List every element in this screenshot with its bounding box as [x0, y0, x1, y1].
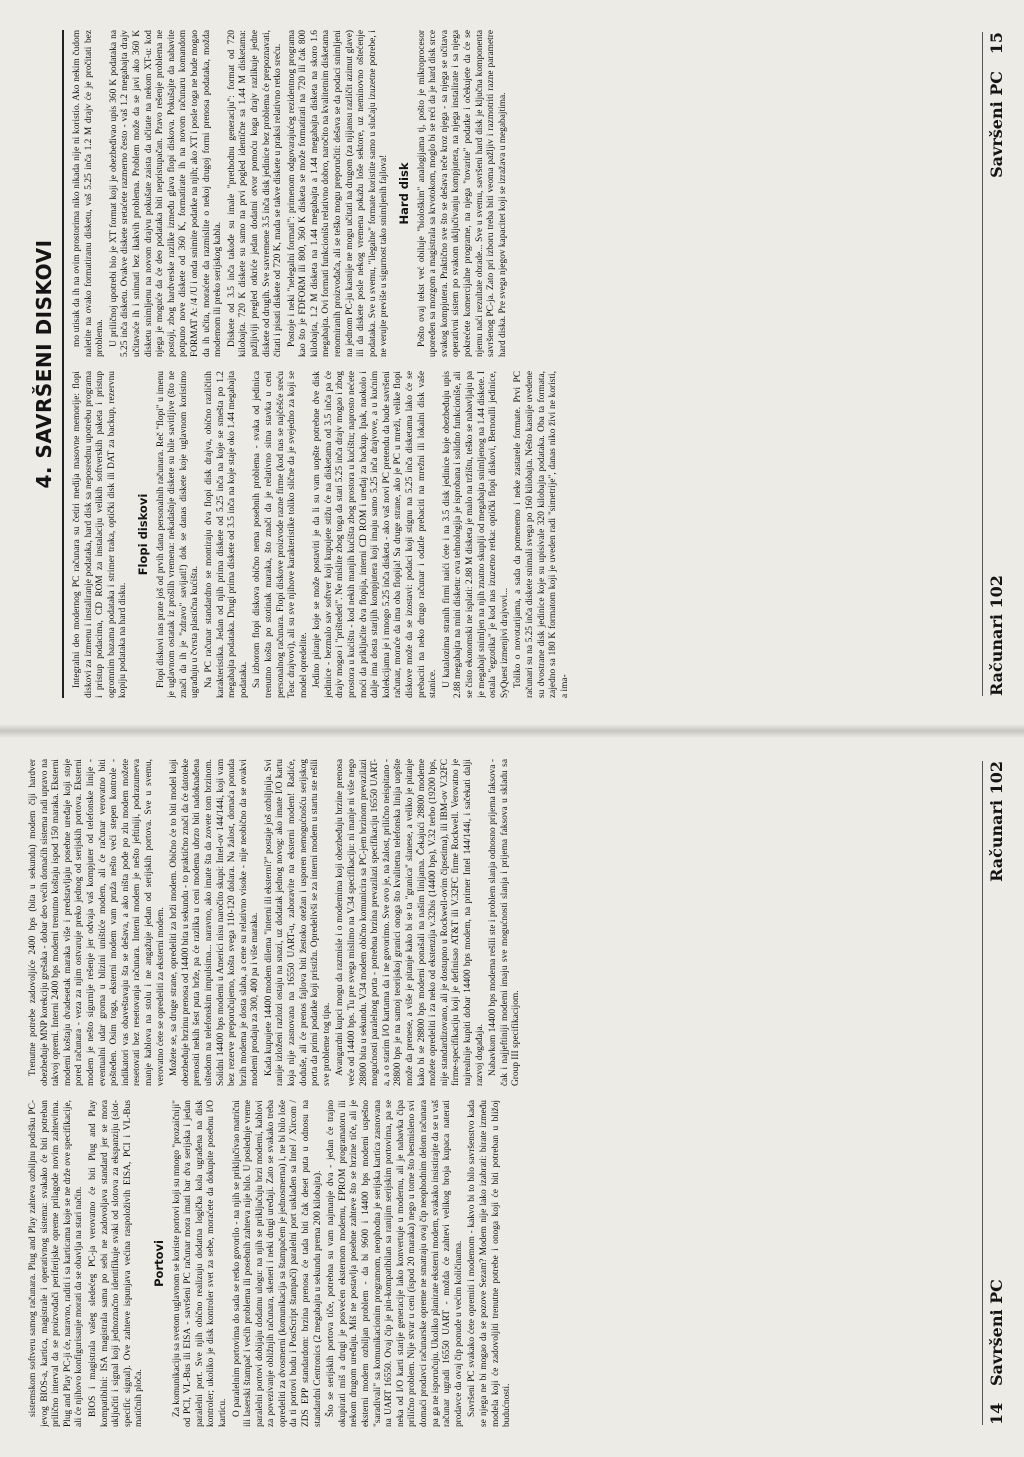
running-title: Savršeni PC: [987, 1279, 1006, 1387]
right-column-2: [72, 30, 972, 357]
paragraph: Trenutne potrebe zadovoljiće 2400 bps (bita u sekundu) modem čiji hardver obezbeđuje MNP korekciju grešaka - dobar deo većih domaćih sistema radi upravo na takvoj opremi. Interni 2400 bps modemi trenutno koštaju ispod 150 maraka. Eksterni modemi koštaju dvadesetak maraka više i predstavljaju posebne uređaje koji stoje pored računara - veza za njim ostvaruje preko jednog od serijskih portova. Eksterni modem je nešto sigurnije rešenje jer odvaja vaš kompjuter od telefonske linije - eventualni udar groma u blizini uništiće modem, ali će računar verovatno biti pošteđen. Osim toga, eksterni modem vam pruža nešto veći stepen kontrole - indikatori vas obaveštavaju šta se dešava, a ako ništa pođe po zlu modem možete resetovati bez resetovanja računara. Interni modem je nešto jeftiniji, podrazumeva manje kablova na stolu i ne angažuje jedan od serijskih portova. Sve u svemu, verovatno ćete se opredeliti za eksterni modem.: [28, 759, 166, 1086]
paragraph: mo utisak da ih na ovim prostorima niko nikada nije ni koristio. Ako nekim čudom naletite na ovako formatiranu disketu, vaš 5.25 inča 1.2 M drajv će je pročitati bez problema.: [72, 30, 106, 357]
paragraph: Nabavkom 14400 bps modema rešili ste i problem slanja odnosno prijema faksova - čak i najjeftiniji modemi imaju sve mogućnosti slanja i prijema faksova u skladu sa Group III specifikacijom.: [488, 759, 522, 1086]
paragraph: Sa izborom flopi diskova obično nema posebnih problema - svaka od jedinica trenutno košta po stotinak maraka, što znači da je relativno sitna stavka u ceni personalnog računara. Flopi diskove proizvode razne firme (kod nas se najčešće sreću Teac drajvovi), ali su sve njihove karakteristike toliko slične da je svejedno za koji se model opredelite.: [252, 371, 309, 698]
chapter-title: 4. SAVRŠENI DISKOVI: [26, 30, 64, 698]
paragraph: Avangardni kupci mogu da razmisle i o modemima koji obezbeđuju brzine prenosa veće od 14400 bps. Tu pre svega mislimo na V.34 specifikaciju: ni manje ni više nego 28800 bita u sekundu. V.34 modem obično komunicira sa PC-jem brzinom prevazilazi mogućnosti paralelnog porta - potrebna brzina prevazilazi specifikaciju 16550 UART-a, a o starim I/O kartama da i ne govorimo. Sve ovo je, na žalost, prilično neispitano - 28800 bps je na samoj teorijskoj granici onoga što kvalitetna telefonska linija uopšte može da prenese, a više je pitanje kako bi se ta "granica" slanese, a veliko je pitanje kako bi se 28800 bps modemi ponašali na našim linijama. Čekajući 28800 modeme možete opredeliti i za neko od ekstenzija v.32bis (14400 bps), V.32 terbo (19200 bps, nije standardizovano, ali je dostupno u Rockwell-ovim čipsetima), ili IBM-ov V.32FC firme-specifikaciju koji je definisao AT&T ili V.32FC firme Rockwell. Verovatno je najrealnije kupiti dobar 14400 bps modem, na primer Intel 144/144i, i sačekati dalji razvoj događaja.: [335, 759, 485, 1086]
paragraph: O paralelnim portovima do sada se retko govorilo - na njih se priključivao matrični ili laserski štampač i većih problema ili posebnih zahteva nije bilo. U poslednje vreme paralelni portovi dobijaju dodatnu ulogu: na njih se priključuju brzi modemi, kablovi za povezivanje obližnjih računara, skeneri i neki drugi uređaji. Zato se svakako treba opredeliti za dvosmerni (komunikacija sa štampačem je jednosmerna) i, ne bi bilo loše da ti portovi budu i PostScript štampači) paralelni port usklađen sa Intel / Xircom / ZDS EPP standardom: brzina prenosa će tada biti čak deset puta u odnosu na standardni Centronics (2 megabajta u sekundu prema 200 kilobajta).: [231, 1100, 323, 1427]
left-column-2: [28, 759, 972, 1086]
right-column-1: [72, 371, 972, 698]
paragraph: Savršeni PC svakako ćete opremiti i modemom - kakvo bi to bilo savršenstvo kada se njega ne bi mogao da se pozove Sezam? Modem nije lako izabrati: birate između modela koji će zadovoljiti trenutne potrebe i onoga koji će biti potreban u bližoj budućnosti.: [467, 1100, 513, 1427]
paragraph: BIOS i magistrala vašeg sledećeg PC-ja verovatno će biti Plug and Play kompatibilni: ISA magistrala sama po sebi ne zadovoljava standard jer se mora uključiti i signal koji jednoznačno identifikuje svaki od slotova za ekspanziju (slot-specific signal). Ove zahteve ispunjava većina raspoloživih EISA, PCI i VL-Bus matičnih ploča.: [87, 1100, 145, 1427]
section-heading-portovi: Portovi: [151, 1240, 166, 1287]
page-number: 15: [987, 32, 1006, 55]
section-heading-flopi: Flopi diskovi: [135, 493, 150, 576]
paragraph: Jedino pitanje koje se može postaviti je da li su vam uopšte potrebne dve disk jedinice - bezmalo sav softver koji kupujete stižu će na disketama od 3.5 inča pa će drajv mogao i "prištedeti". Ne mislite zbog toga da stari 5.25 inča drajv mogao i zbog prostora u kućištu - kod nekih manjih kućišta zbog prostora u kućištu; naprosto nećete moći da priključite dva flopija, interni CD ROM i uređaj za backup. Ipak, naokolo i dalje ima dosta starijih kompjutera koji imaju samo 5.25 inča drajvove, a u kućnim kolekcijama je i mnogo 5.25 inča disketa - ako vaš novi PC pretendu da bude savršeni računar, moraće da ima oba flopija! Sa druge strane, ako je PC u mreži, velike flopi diskove može da se izostavi: podaci koji stignu na 5.25 inča disketama lako će se prebaciti na neko drugo računar i odatle prebaciti na mrežni ili lokalni disk vaše stanice.: [312, 371, 439, 698]
paragraph: Na PC računar standardno se montiraju dva flopi disk drajva, obično različitih karakteristika. Jedan od njih prima diskete od 5.25 inča na koje se smešta po 1.2 megabajta podataka. Drugi prima diskete od 3.5 inča na koje staje oko 1.44 megabajta podataka.: [203, 371, 249, 698]
running-title: Savršeni PC: [987, 70, 1006, 178]
paragraph: Kada kupujete 14400 modem dilema "interni ili eksterni?" postaje još ozbiljnija. Svi ranije izloženi razlozi ostaju na snazi, uz dodatak jednog novog: ako imate I/O kartu koja nije zasnovana na 16550 UART-u, zaboravite na eksterni modem! Radiće, doduše, ali će prenos fajlova biti žestoko otežan i usporen nemogućnošću serijskog porta da primi podatke koji pristižu. Opredelivši se za interni modem u startu ste rešili sve probleme tog tipa.: [263, 759, 332, 1086]
paragraph: sistemskom softveru samog računara. Plug and Play zahteva ozbiljnu podršku PC-jevog BIOS-a, kartica, magistrale i operativnog sistema: svakako će biti potreban prilično interval da se proizvođači periferijske opreme prilagode novim zahtevima. Plug and Play PC-ji će, naravno, raditi i sa karticama koje se ne drže ove specifikacije, ali će njihovo konfigurisanje morati da se obavlja na stari način.: [28, 1100, 85, 1427]
paragraph: U priličnoj upotrebi bio je XT format koji je obezbeđivao upis 360 K podataka na 5.25 inča disketu. Ovakve diskete sretaćete razmerno često - vaš 1.2 megabajta drajv učitavaće ih i snimati bez ikakvih problema. Problem može da se javi ako 360 K disketu snimljenu na novom drajvu pokušate zaista da učitate na nekom XT-u: kod njega je moguće da će deo podataka biti nepristupačan. Pravo rešenje problema ne postoji, zbog hardverske razlike između glava flopi diskova. Pokušajte da nabavite potpuno nove diskete od 360 K, formatirate ih na novom računaru komandom FORMAT A: /4 /U i onda snimite podatke na njih; ako XT i posle toga ne bude mogao da ih učita, moraćete da razmislite o nekoj drugoj formi prenosa podataka, možda modemom ili preko serijskog kabla.: [108, 30, 224, 357]
magazine-issue: Računari 102: [987, 761, 1006, 882]
page-number: 14: [987, 1402, 1006, 1425]
folio-left-group: [987, 1279, 1006, 1425]
left-page-columns: [28, 759, 972, 1427]
paragraph: Za komunikaciju sa svetom uglavnom se koriste portovi koji su mnogo "prozaičniji" od PCI, VL-Bus ili EISA - savršeni PC računar mora imati bar dva serijska i jedan paralelni port. Sve njih obično realizuju dodatna logička kola ugrađena na disk kontroler; ukoliko je disk kontroler svet za sebe, moraćete da dokupite posebnu I/O karticu.: [171, 1100, 228, 1427]
paragraph: Postoje i neki "nelegalni formati": primenom odgovarajućeg rezidentnog programa kao što je FDFORM ili 800, 360 K disketa se može formatirati na 720 ili čak 800 kilobajta, 1.2 M disketa na 1.44 megabajta a 1.44 megabajta disketa na skoro 1.6 megabajta. Ovi formati funkcionišu relativno dobro, naročito na kvalitetnim disketama renomiranih proizvođača, ali se teško mogu preporučiti: dešava se da podaci snimljeni na jednom PC-ju kasnije ne mogu učitati na drugom (za njijansu različit azimut glave) ili da diskete posle nekog vremena pokažu loše sektore, uz neminovno oštećenje podataka. Sve u svemu, "ilegalne" formate koristite samo u slučaju izuzetne potrebe, i ne verujte previše u sigurnost tako snimljenih fajlova!: [286, 30, 390, 357]
paragraph: Integralni deo modernog PC računara su četiri medija masovne memorije: flopi diskovi za izmenu i instaliranje podataka, hard disk sa neposrednu upotrebu programa i pristup podacima, CD ROM za instalaciju velikih softverskih paketa i pristup ogromnim bazama podataka i strimer traka, optički disk ili DAT za backup, rezervnu kopiju podataka na hard disku.: [72, 371, 129, 698]
paragraph: Pošto ovaj tekst već obiluje "biološkim" analogijama tj, pošto je mikroprocesor upoređen sa mozgom a magistrala sa krvotokom, moglo bi se reći da je hard disk srce svakog kompjutera. Praktično sve što se dešava teče kroz njega - sa njega se učitava operativni sistem po svakom uključivanju kompjutera, na njega instalirate i sa njega pokrećete komercijalne programe, na njega "tovarite" podatke i očekujete da će se njemu naći rezultate obrade... Sve u svemu, savršeni hard disk je ključna komponenta savršenog PC-ja. Zato pri izboru treba biti veoma pažljiv i razmotriti razne parametre hard diska. Pre svega njegov kapacitet koji se izražava u megabajtima.: [416, 30, 508, 357]
magazine-issue: Računari 102: [987, 575, 1006, 696]
paragraph: Toliko o novotarijama, a sada da pomenemo i neke zastarele formate. Prvi PC računari su na 5.25 inča diskete snimali svega po 160 kilobajta. Nešto kasnije uvedene su dvostrane disk jedinice koje su upisivale 320 kilobajta podataka. Oba ta formata, zajedno sa 180 K formatom koji je uveden radi "simetrije", danas niko živi ne koristi, a ima-: [513, 371, 570, 698]
left-folio: [982, 761, 1006, 1425]
left-column-1: [28, 1100, 972, 1427]
paragraph: Diskete od 3.5 inča takođe su imale "prethodnu generaciju": format od 720 kilobajta. 720 K diskete su samo na prvi pogled identične sa 1.44 M disketama: pažljiviji pregled otkriće jedan dodatni otvor pomoću koga drajv razlikuje jedne diskete od drugih. Sve savremene 3.5 inča disk jedinice bez problema će prepoznavati, čitati i pisati diskete od 720 K, mada se takve diskete u praksi relativno retko sreću.: [226, 30, 284, 357]
page-15: [0, 0, 1024, 728]
paragraph: Možete se, sa druge strane, opredeliti za brži modem. Obično će to biti model koji obezbeđuje brzinu prenosa od 14400 bita u sekundu - to praktično znači da će datoteke prenositi nekih šest puta brže, pa će razlika u ceni modema ubrzo biti nadoknađena uštedom na telefonskim impulsima... naravno, ako imate šta da zovete tom brzinom. Solidni 14400 bps modemi u Americi nisu naročito skupi: Intel-ov 144/144i, koji vam bez rezerve preporučujemo, košta svega 110-120 dolara. Na žalost, domaća ponuda brzih modema je dosta slaba, a cene su relativno visoke - nije neobično da se ovakvi modemi prodaju za 300, 400 pa i više maraka.: [169, 759, 261, 1086]
right-page-columns: [72, 30, 972, 698]
section-heading-hard-disk: Hard disk: [397, 162, 412, 225]
paragraph: U katalozima stranih firmi naići ćete i na 3.5 disk jedinice koje obezbeđuju upis 2.88 megabajta na mini disketu: ova tehnologija je isprobana i solidno funkcioniše, ali se čisto ekonomski ne isplati: 2.88 M disketa je malo na tržištu, teško se nabavljaju pa je megabajt snimljen na njih znatno skuplji od megabajta snimljenog na 1.44 diskete. I ostala "egzotika" je kod nas izuzetno retka: optički flopi diskovi, Bernoulli jedinice, SyQuest izmenjivi drajvovi...: [441, 371, 510, 698]
right-folio: [982, 32, 1006, 696]
paragraph: Što se serijskih portova tiče, potrebna su vam najmanje dva - jedan će trajno okupirati miš a drugi je posvećen eksternom modemu, EPROM programatoru ili nekom drugom uređaju. Miš ne postavlja posebne zahteve što se brzine tiče, ali je eksterni modem ozbiljan problem - da bi 9600 i 14400 bps modemi uspešno "saradivali" sa komunikacionim programom, neophodna je serijska kartica zasnovana na UART 16550. Ovaj čip je pin-kompatibilan sa ranijim serijskim portovima, pa se neka od I/O karti starije generacije lako konvertuje u modernu, ali je nabavka čipa prilično problem. Nije stvar u ceni (ispod 20 maraka) nego u tome što besmisleno svi domaći prodavci računarske opreme ne smatraju ovaj čip neophodnim delom računara pa ga ne isporučuju. Ukoliko planirate eksterni modem, svakako insistirajte da se u vaš računar ugradi 16550 UART - možda će zahtevi velikog broja kupaca naterati prodavce da ovaj čip ponude u većim količinama.: [326, 1100, 464, 1427]
paragraph: Flopi diskovi nas prate još od prvih dana personalnih računara. Reč "flopi" u imenu je uglavnom ostatak iz prošlih vremena: nekadašnje diskete su bile savitljive (što ne znači da ih je "zdravo" savijati!) dok se danas diskete koje uglavnom koristimo ugrađuju u čvrsta plastična kućišta.: [155, 371, 201, 698]
page-14: [0, 729, 1024, 1457]
page-fold: [0, 724, 1024, 738]
folio-right-group: [987, 32, 1006, 178]
